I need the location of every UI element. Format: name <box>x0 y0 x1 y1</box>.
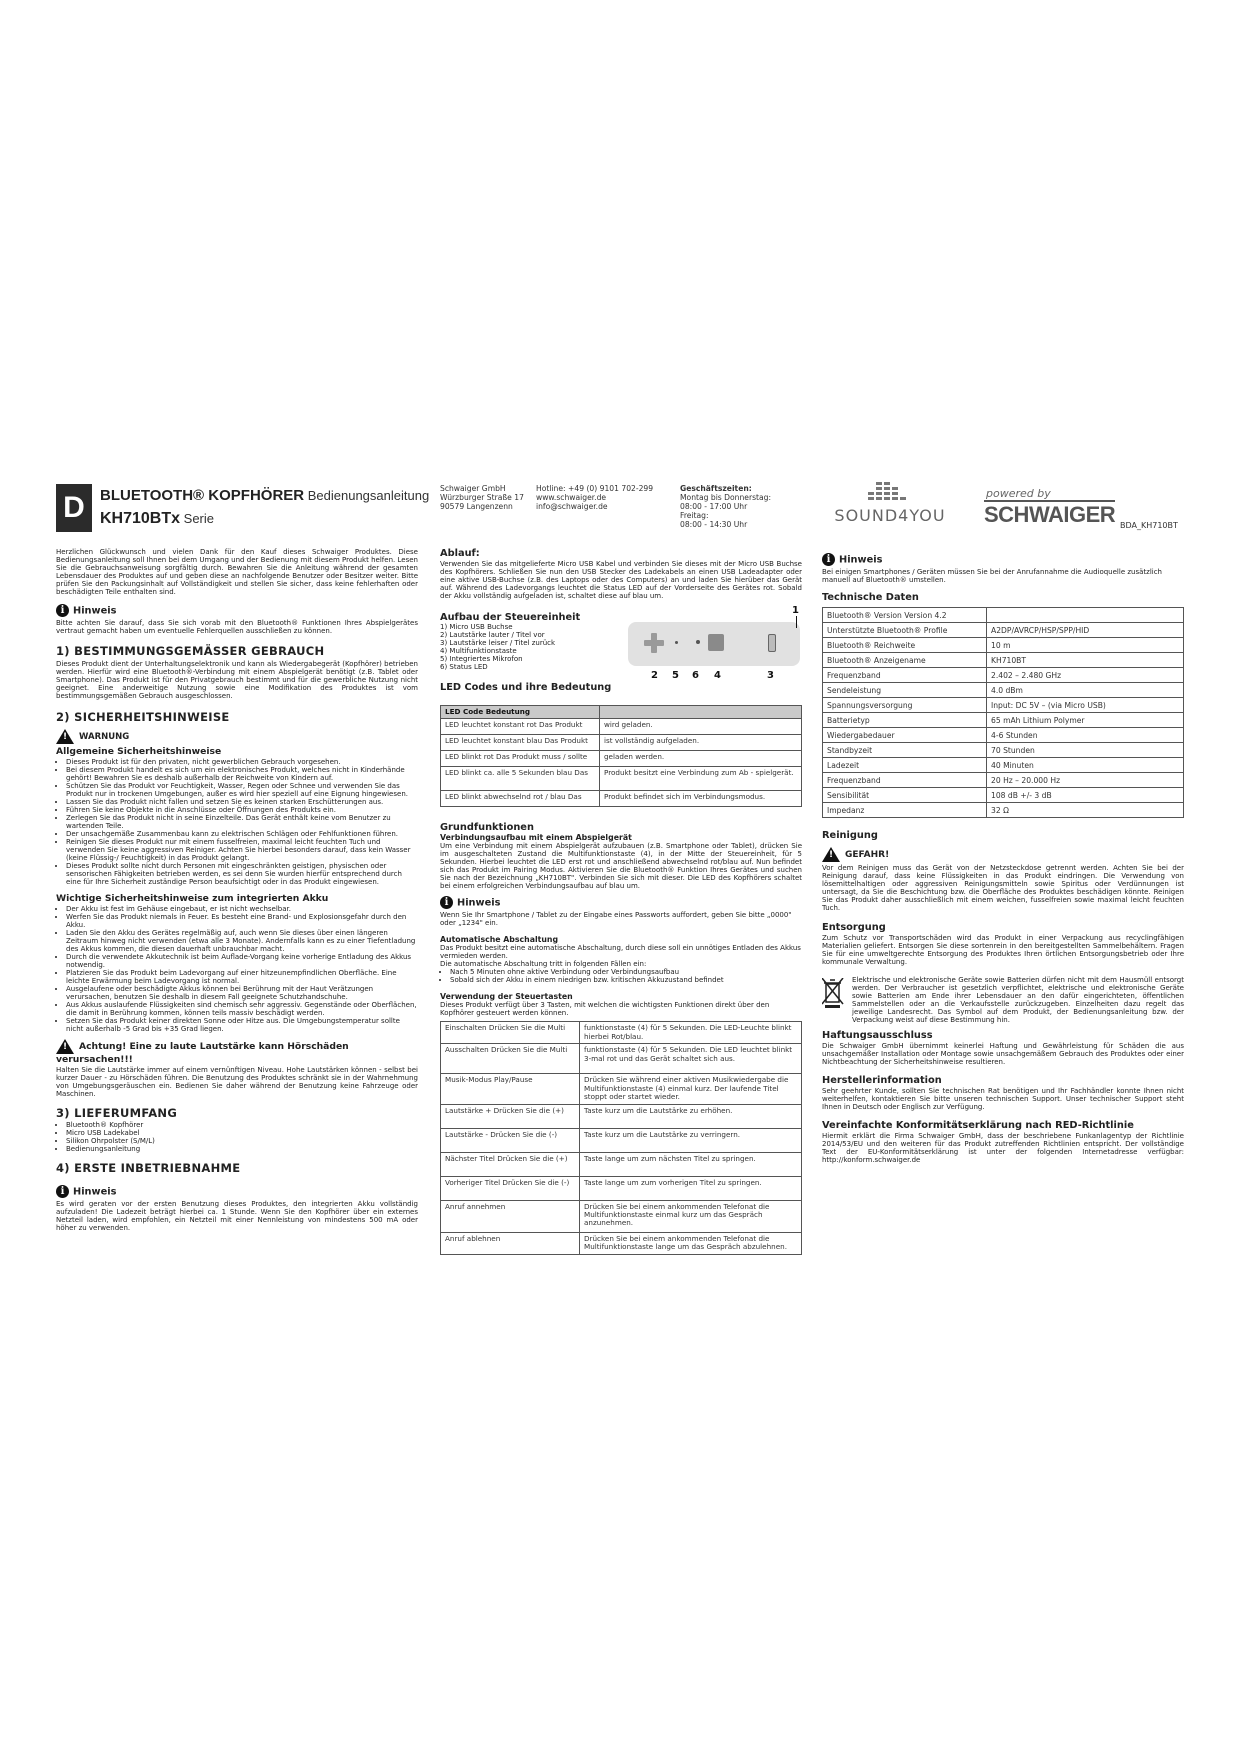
buttons-text: Dieses Produkt verfügt über 3 Tasten, mit welchen die wichtigsten Funktionen direkt über den Kopfhörer gesteuert werden können. <box>440 1001 770 1018</box>
section-title: 1) BESTIMMUNGSGEMÄSSER GEBRAUCH <box>56 644 325 658</box>
microphone-icon <box>675 641 678 644</box>
list-item: • Lassen Sie das Produkt nicht fallen und setzen Sie es keinen starken Erschütterungen aus. <box>66 798 418 806</box>
list-item: • Bedienungsanleitung <box>66 1145 418 1153</box>
table-cell: Bluetooth® Anzeigename <box>823 653 987 668</box>
list-item: • Dieses Produkt sollte nicht durch Personen mit eingeschränkten geistigen, physischen oder sensorischen Fähigkeiten betrieben werden, es sei denn Sie wurden hierfür entsprechend durch eine für Ihre Sicherheit zuständige Person beaufsichtigt oder in das Produkt eingewiesen. <box>66 862 418 886</box>
hinweis-title: Hinweis <box>73 605 117 617</box>
table-cell: LED leuchtet konstant blau Das Produkt <box>441 735 600 751</box>
subsection-title: Allgemeine Sicherheitshinweise <box>56 746 222 757</box>
minor-heading: Verbindungsaufbau mit einem Abspielgerät <box>440 833 632 843</box>
diagram-label: 5 <box>672 670 679 681</box>
table-cell: 65 mAh Lithium Polymer <box>987 713 1184 728</box>
diagram-label: 2 <box>651 670 658 681</box>
table-cell: Einschalten Drücken Sie die Multi <box>441 1022 580 1044</box>
list-item: • Führen Sie keine Objekte in die Anschlüsse oder Öffnungen des Produkts ein. <box>66 806 418 814</box>
table-cell: funktionstaste (4) für 5 Sekunden. Die LED leuchtet blinkt 3-mal rot und das Gerät schaltet sich aus. <box>580 1044 802 1074</box>
list-item: • Micro USB Ladekabel <box>66 1129 418 1137</box>
list-item: • Reinigen Sie dieses Produkt nur mit einem fusselfreien, maximal leicht feuchten Tuch und verwenden Sie keine aggressiven Reiniger. Achten Sie hierbei besonders darauf, dass kein Wasser (keine Flüssig-/ Feuchtigkeit) in das Produkt gelangt. <box>66 838 418 862</box>
doc-title <box>100 485 429 528</box>
warning-icon <box>822 847 840 862</box>
table-cell: KH710BT <box>987 653 1184 668</box>
table-cell: A2DP/AVRCP/HSP/SPP/HID <box>987 623 1184 638</box>
subsection-title: Vereinfachte Konformitätserklärung nach RED-Richtlinie <box>822 1120 1134 1131</box>
status-led-icon <box>696 640 700 644</box>
technical-data-table <box>822 607 1184 818</box>
control-part-item: 4) Multifunktionstaste <box>440 647 517 655</box>
table-cell: Sendeleistung <box>823 683 987 698</box>
auto-off-list <box>440 968 802 984</box>
hinweis-heading <box>440 896 802 909</box>
table-cell: Unterstützte Bluetooth® Profile <box>823 623 987 638</box>
info-icon: i <box>822 553 835 566</box>
list-item: • Sobald sich der Akku in einem niedrigen bzw. kritischen Akkuzustand befindet <box>450 976 802 984</box>
column-1 <box>56 548 418 1232</box>
hinweis-text: Bitte achten Sie darauf, dass Sie sich vorab mit den Bluetooth® Funktionen Ihres Abspielgerätes vertraut gemacht haben um eventuelle Fehlerquellen ausschließen zu können. <box>56 619 418 635</box>
section-title: 4) ERSTE INBETRIEBNAHME <box>56 1161 241 1175</box>
hotline: Hotline: +49 (0) 9101 702-299 <box>536 484 654 493</box>
list-item: • Durch die verwendete Akkutechnik ist beim Auflade-Vorgang keine vorherige Entladung des Akkus notwendig. <box>66 953 418 969</box>
table-header <box>600 706 802 719</box>
table-cell: 32 Ω <box>987 803 1184 818</box>
table-cell: 40 Minuten <box>987 758 1184 773</box>
manufacturer-text: Sehr geehrter Kunde, sollten Sie technischen Rat benötigen und Ihr Fachhändler konnte Ihnen nicht weiterhelfen, kontaktieren Sie bitte unseren technischen Support. Unser technischer Support steht Ihnen in Deutsch oder Englisch zur Verfügung. <box>822 1087 1184 1111</box>
led-code-table <box>440 705 802 807</box>
list-item: • Silikon Ohrpolster (S/M/L) <box>66 1137 418 1145</box>
diagram-label: 4 <box>714 670 721 681</box>
table-cell: Bluetooth® Reichweite <box>823 638 987 653</box>
cleaning-text: Vor dem Reinigen muss das Gerät von der Netzsteckdose getrennt werden. Achten Sie bei der Reinigung darauf, dass keine Flüssigkeiten in das Produkt eindringen. Die Verwendung von lösemittelhaltigen oder aggressiven Reinigungsmitteln sowie Spiritus oder Verdünnungen ist untersagt, da Sie die Beschichtung bzw. die Oberfläche des Produktes beschädigen könnte. Reinigen Sie das Produkt daher ausschließlich mit einem weichen, fusselfreien sowie maximal leicht feuchten Tuch. <box>822 864 1184 912</box>
plus-button-icon <box>644 633 664 653</box>
subsection-title: Reinigung <box>822 830 878 841</box>
diagram-label: 3 <box>767 670 774 681</box>
control-unit-diagram <box>628 622 800 666</box>
table-cell: Drücken Sie bei einem ankommenden Telefonat die Multifunktionstaste einmal kurz um das Gespräch anzunehmen. <box>580 1200 802 1232</box>
table-cell: Wiedergabedauer <box>823 728 987 743</box>
control-part-item: 6) Status LED <box>440 663 488 671</box>
hours-line: Freitag: <box>680 511 709 520</box>
auto-off-text: Das Produkt besitzt eine automatische Abschaltung, durch diese soll ein unnötiges Entladen des Akkus vermieden werden. <box>440 944 801 961</box>
table-cell <box>987 608 1184 623</box>
warning-icon <box>56 729 74 744</box>
table-header: LED Code Bedeutung <box>441 706 600 719</box>
schwaiger-logo: SCHWAIGER <box>984 502 1116 527</box>
liability-text: Die Schwaiger GmbH übernimmt keinerlei Haftung und Gewährleistung für Schäden die aus unsachgemäßer Installation oder Montage sowie unsachgemäßem Gebrauch des Produktes oder einer Nichtbeachtung der Sicherheitshinweise resultieren. <box>822 1042 1184 1066</box>
table-cell: Anruf annehmen <box>441 1200 580 1232</box>
sound4you-logo <box>820 480 960 530</box>
list-item: • Laden Sie den Akku des Gerätes regelmäßig auf, auch wenn Sie dieses über einen längeren Zeitraum hinweg nicht verwenden (etwa alle 3 Monate). Andernfalls kann es zu einer Tiefentladung des Akkus kommen, die diesen dauerhaft unbrauchbar macht. <box>66 929 418 953</box>
hinweis-title: Hinweis <box>839 554 883 566</box>
hinweis-text: Bei einigen Smartphones / Geräten müssen Sie bei der Anrufannahme die Audioquelle zusätzlich manuell auf Bluetooth® umstellen. <box>822 568 1162 584</box>
hinweis-text: Es wird geraten vor der ersten Benutzung dieses Produktes, den integrierten Akku vollständig aufzuladen! Die Ladezeit beträgt hierbei ca. 1 Stunde. Wenn Sie den Kopfhörer über ein externes Netzteil laden, wird empfohlen, ein Netzteil mit einer Nennleistung von mindestens 500 mA oder höher zu verwenden. <box>56 1200 418 1232</box>
table-cell: Frequenzband <box>823 773 987 788</box>
table-cell: 2.402 – 2.480 GHz <box>987 668 1184 683</box>
table-cell: Frequenzband <box>823 668 987 683</box>
control-part-item: 1) Micro USB Buchse <box>440 623 513 631</box>
hinweis-title: Hinweis <box>457 897 501 909</box>
table-cell: LED leuchtet konstant rot Das Produkt <box>441 719 600 735</box>
list-item: • Platzieren Sie das Produkt beim Ladevorgang auf einer hitzeunempfindlichen Oberfläche. Eine leichte Erwärmung beim Ladevorgang ist normal. <box>66 969 418 985</box>
hinweis-heading <box>56 1185 418 1198</box>
column-3 <box>822 553 1184 1164</box>
battery-safety-list <box>56 905 418 1033</box>
table-cell: Lautstärke + Drücken Sie die (+) <box>441 1104 580 1128</box>
list-item: • Schützen Sie das Produkt vor Feuchtigkeit, Wasser, Regen oder Schnee und verwenden Sie das Produkt nur in trockenen Umgebungen, außer es wird hier speziell auf eine Eignung hingewiesen. <box>66 782 418 798</box>
table-cell: funktionstaste (4) für 5 Sekunden. Die LED-Leuchte blinkt hierbei Rot/blau. <box>580 1022 802 1044</box>
table-cell: 10 m <box>987 638 1184 653</box>
list-item: • Der Akku ist fest im Gehäuse eingebaut, er ist nicht wechselbar. <box>66 905 418 913</box>
website-link[interactable]: www.schwaiger.de <box>536 493 607 502</box>
table-cell: geladen werden. <box>600 751 802 767</box>
danger-title: GEFAHR! <box>845 850 890 860</box>
subsection-title: Ablauf: <box>440 548 480 559</box>
business-hours <box>680 484 771 529</box>
subsection-title: Aufbau der Steuereinheit <box>440 612 581 623</box>
table-cell: Input: DC 5V – (via Micro USB) <box>987 698 1184 713</box>
table-cell: Produkt besitzt eine Verbindung zum Ab - spielgerät. <box>600 767 802 791</box>
warning-icon <box>56 1039 74 1054</box>
table-cell: Batterietyp <box>823 713 987 728</box>
language-letter: D <box>63 491 85 524</box>
micro-usb-port-icon <box>768 634 776 652</box>
hinweis-heading <box>56 604 418 617</box>
table-cell: Standbyzeit <box>823 743 987 758</box>
table-cell: 108 dB +/- 3 dB <box>987 788 1184 803</box>
table-cell: Taste lange um zum vorherigen Titel zu springen. <box>580 1176 802 1200</box>
info-icon: i <box>440 896 453 909</box>
table-cell: Taste kurz um die Lautstärke zu erhöhen. <box>580 1104 802 1128</box>
table-cell: 20 Hz – 20.000 Hz <box>987 773 1184 788</box>
minor-heading: Automatische Abschaltung <box>440 935 559 945</box>
minor-heading: Verwendung der Steuertasten <box>440 992 573 1002</box>
conformity-text: Hiermit erklärt die Firma Schwaiger GmbH, dass der beschriebene Funkanlagentyp der Richtlinie 2014/53/EU und den weiteren für das Produkt zutreffenden Richtlinien entspricht. Der vollständige Text der EU-Konformitätserklärung ist unter der folgenden Internetadresse verfügbar: http://konform.schwaiger.de <box>822 1132 1184 1164</box>
diagram-label: 1 <box>792 605 799 616</box>
list-item: • Setzen Sie das Produkt keiner direkten Sonne oder Hitze aus. Die Umgebungstemperatur sollte nicht außerhalb -5 Grad bis +35 Grad liegen. <box>66 1017 418 1033</box>
control-part-item: 2) Lautstärke lauter / Titel vor <box>440 631 545 639</box>
disposal-text: Zum Schutz vor Transportschäden wird das Produkt in einer Verpackung aus recyclingfähigen Materialien geliefert. Entsorgen Sie diese sortenrein in den bereitgestellten Sammelbehältern. Fragen Sie für eine umweltgerechte Entsorgung des Produktes Ihren örtlichen Entsorgungsbetrieb oder Ihre kommunale Verwaltung. <box>822 934 1184 966</box>
table-cell: Anruf ablehnen <box>441 1232 580 1254</box>
subsection-title: Entsorgung <box>822 922 886 933</box>
table-cell: Vorheriger Titel Drücken Sie die (-) <box>441 1176 580 1200</box>
table-cell: LED blinkt ca. alle 5 Sekunden blau Das <box>441 767 600 791</box>
column-2 <box>440 548 802 600</box>
table-cell: Produkt befindet sich im Verbindungsmodus. <box>600 791 802 807</box>
company-city: 90579 Langenzenn <box>440 502 513 511</box>
leader-line <box>796 616 797 628</box>
table-cell: 70 Stunden <box>987 743 1184 758</box>
list-item: • Der unsachgemäße Zusammenbau kann zu elektrischen Schlägen oder Fehlfunktionen führen. <box>66 830 418 838</box>
list-item: • Werfen Sie das Produkt niemals in Feuer. Es besteht eine Brand- und Explosionsgefahr durch den Akku. <box>66 913 418 929</box>
table-cell: Nächster Titel Drücken Sie die (+) <box>441 1152 580 1176</box>
list-item: • Nach 5 Minuten ohne aktive Verbindung oder Verbindungsaufbau <box>450 968 802 976</box>
email-link[interactable]: info@schwaiger.de <box>536 502 608 511</box>
section-title: 2) SICHERHEITSHINWEISE <box>56 710 230 724</box>
intro-paragraph: Herzlichen Glückwunsch und vielen Dank für den Kauf dieses Schwaiger Produktes. Diese Bedienungsanleitung soll Ihnen bei dem Umgang und der Bedienung mit diesem Produkt helfen. Lesen Sie die Gebrauchsanweisung sorgfältig durch. Bewahren Sie die Anleitung während der gesamten Lebensdauer des Produktes auf und geben diese an nachfolgende Benutzer oder Besitzer weiter. Bitte prüfen Sie den Packungsinhalt auf Vollständigkeit und stellen Sie sicher, dass keine fehlerhaften oder beschädigten Teile enthalten sind. <box>56 548 418 596</box>
list-item: • Dieses Produkt ist für den privaten, nicht gewerblichen Gebrauch vorgesehen. <box>66 758 418 766</box>
subsection-title: Haftungsausschluss <box>822 1030 933 1041</box>
subsection-title: LED Codes und ihre Bedeutung <box>440 682 612 693</box>
multifunction-button-icon <box>708 634 724 651</box>
package-contents-list <box>56 1121 418 1153</box>
list-item: • Zerlegen Sie das Produkt nicht in seine Einzelteile. Das Gerät enthält keine vom Benutzer zu wartenden Teile. <box>66 814 418 830</box>
table-cell: Drücken Sie während einer aktiven Musikwiedergabe die Multifunktionstaste (4) einmal kurz. Der laufende Titel stoppt oder startet wieder. <box>580 1074 802 1104</box>
warning-title: WARNUNG <box>79 732 130 742</box>
table-cell: Lautstärke - Drücken Sie die (-) <box>441 1128 580 1152</box>
volume-warning-heading <box>56 1039 418 1065</box>
weee-text: Elektrische und elektronische Geräte sowie Batterien dürfen nicht mit dem Hausmüll entsorgt werden. Der Verbraucher ist gesetzlich verpflichtet, elektrische und elektronische Geräte sowie Batterien am Ende ihrer Lebensdauer an den dafür eingerichteten, öffentlichen Sammelstellen oder an die Verkaufsstelle zurückzugeben. Einzelheiten dazu regelt das jeweilige Landesrecht. Das Symbol auf dem Produkt, der Bedienungsanleitung bzw. der Verpackung weist auf diese Bestimmung hin. <box>852 976 1184 1024</box>
table-cell: Drücken Sie bei einem ankommenden Telefonat die Multifunktionstaste lange um das Gespräch abzulehnen. <box>580 1232 802 1254</box>
hinweis-heading <box>822 553 1184 566</box>
column-2-lower <box>440 682 802 1255</box>
company-address <box>440 484 524 511</box>
table-cell: ist vollständig aufgeladen. <box>600 735 802 751</box>
sound4you-wordmark: SOUND4YOU <box>834 506 946 525</box>
table-cell: 4.0 dBm <box>987 683 1184 698</box>
danger-heading <box>822 847 1184 862</box>
table-cell: 4-6 Stunden <box>987 728 1184 743</box>
title-line2-suffix: Serie <box>180 511 214 526</box>
table-cell: Impedanz <box>823 803 987 818</box>
info-icon: i <box>56 604 69 617</box>
control-part-item: 5) Integriertes Mikrofon <box>440 655 523 663</box>
subsection-title: Herstellerinformation <box>822 1075 942 1086</box>
ablauf-text: Verwenden Sie das mitgelieferte Micro USB Kabel und verbinden Sie dieses mit der Micro USB Buchse des Kopfhörers. Schließen Sie nun den USB Stecker des Ladekabels an einen USB Ladeadapter oder eine aktive USB-Buchse (z.B. des Laptops oder des Computers) an und laden Sie hierüber das Gerät auf. Während des Ladevorgangs leuchtet die Status LED auf der Vorderseite des Gerätes rot. Sobald der Akku vollständig aufgeladen ist, schaltet diese auf blau um. <box>440 560 802 600</box>
general-safety-list <box>56 758 418 886</box>
list-item: • Bei diesem Produkt handelt es sich um ein elektronisches Produkt, welches nicht in Kinderhände gehört! Bewahren Sie es deshalb außerhalb der Reichweite von Kindern auf. <box>66 766 418 782</box>
table-cell: Ladezeit <box>823 758 987 773</box>
auto-off-text: Die automatische Abschaltung tritt in folgenden Fällen ein: <box>440 960 647 969</box>
subsection-title: Technische Daten <box>822 592 919 603</box>
title-line1: BLUETOOTH® KOPFHÖRER <box>100 487 305 504</box>
list-item: • Aus Akkus auslaufende Flüssigkeiten sind chemisch sehr aggressiv. Gegenstände oder Oberflächen, die damit in Berührung kommen, können teils massiv beschädigt werden. <box>66 1001 418 1017</box>
warning-heading <box>56 729 418 744</box>
table-cell: Taste kurz um die Lautstärke zu verringern. <box>580 1128 802 1152</box>
title-line2: KH710BTx <box>100 510 181 527</box>
language-letter-box <box>56 484 92 532</box>
company-contact <box>536 484 653 511</box>
table-cell: LED blinkt rot Das Produkt muss / sollte <box>441 751 600 767</box>
table-cell: Ausschalten Drücken Sie die Multi <box>441 1044 580 1074</box>
table-cell: Musik-Modus Play/Pause <box>441 1074 580 1104</box>
control-buttons-table <box>440 1021 802 1254</box>
hinweis-title: Hinweis <box>73 1186 117 1198</box>
company-name: Schwaiger GmbH <box>440 484 506 493</box>
hours-line: 08:00 - 17:00 Uhr <box>680 502 748 511</box>
table-cell: wird geladen. <box>600 719 802 735</box>
crossed-bin-icon <box>822 978 844 1008</box>
table-cell: LED blinkt abwechselnd rot / blau Das <box>441 791 600 807</box>
info-icon: i <box>56 1185 69 1198</box>
powered-by-label: powered by <box>986 487 1051 500</box>
title-line1-suffix: Bedienungsanleitung <box>304 488 430 503</box>
weee-block <box>822 976 1184 1024</box>
volume-warning-title: Achtung! Eine zu laute Lautstärke kann Hörschäden verursachen!!! <box>56 1041 349 1065</box>
table-cell: Bluetooth® Version Version 4.2 <box>823 608 987 623</box>
table-cell: Taste lange um zum nächsten Titel zu springen. <box>580 1152 802 1176</box>
volume-warning-text: Halten Sie die Lautstärke immer auf einem vernünftigen Niveau. Hohe Lautstärken können - selbst bei kurzer Dauer - zu Hörschäden führen. Die Benutzung des Produktes schränkt sie in der Wahrnehmung von Umgebungsgeräuschen ein. Bedienen Sie daher während der Benutzung keine Fahrzeuge oder Maschinen. <box>56 1066 418 1098</box>
subsection-title: Grundfunktionen <box>440 822 534 834</box>
section-title: 3) LIEFERUMFANG <box>56 1106 178 1120</box>
section-text: Dieses Produkt dient der Unterhaltungselektronik und kann als Wiedergabegerät (Kopfhörer) betrieben werden. Hierfür wird eine Bluetooth®-Verbindung mit einem Abspielgerät benötigt (z.B. Tablet oder Smartphone). Das Produkt ist für den Privatgebrauch bestimmt und für die gewerbliche Nutzung nicht geeignet. Eine anderweitige Nutzung sowie eine Modifikation des Produktes ist vom bestimmungsgemäßen Gebrauch ausgeschlossen. <box>56 660 418 700</box>
subsection-title: Wichtige Sicherheitshinweise zum integrierten Akku <box>56 893 329 904</box>
list-item: • Ausgelaufene oder beschädigte Akkus können bei Berührung mit der Haut Verätzungen verursachen, benutzen Sie deshalb in diesem Fall geeignete Schutzhandschuhe. <box>66 985 418 1001</box>
control-part-item: 3) Lautstärke leiser / Titel zurück <box>440 639 556 647</box>
hinweis-text: Wenn Sie Ihr Smartphone / Tablet zu der Eingabe eines Passworts auffordert, geben Sie bitte „0000" oder „1234" ein. <box>440 911 792 928</box>
hours-title: Geschäftszeiten: <box>680 484 752 493</box>
diagram-label: 6 <box>692 670 699 681</box>
hours-line: 08:00 - 14:30 Uhr <box>680 520 748 529</box>
table-cell: Sensibilität <box>823 788 987 803</box>
document-code: BDA_KH710BT <box>1120 521 1178 530</box>
list-item: • Bluetooth® Kopfhörer <box>66 1121 418 1129</box>
hours-line: Montag bis Donnerstag: <box>680 493 772 502</box>
control-unit-description <box>440 612 600 671</box>
connection-text: Um eine Verbindung mit einem Abspielgerät aufzubauen (z.B. Smartphone oder Tablet), drücken Sie im ausgeschalteten Zustand die Multifunktionstaste (4), in der Mitte der Steuereinheit, für 5 Sekunden. Hierbei leuchtet die LED erst rot und anschließend abwechselnd rot/blau auf. Nun befindet sich das Produkt im Pairing Modus. Aktivieren Sie die Bluetooth® Funktion Ihres Gerätes und suchen Sie nach der Bezeichnung „KH710BT". Verbinden Sie sich mit dieser. Die LED des Kopfhörers schaltet bei einem erfolgreichen Verbindungsaufbau auf blau um. <box>440 842 802 891</box>
table-cell: Spannungsversorgung <box>823 698 987 713</box>
company-street: Würzburger Straße 17 <box>440 493 524 502</box>
